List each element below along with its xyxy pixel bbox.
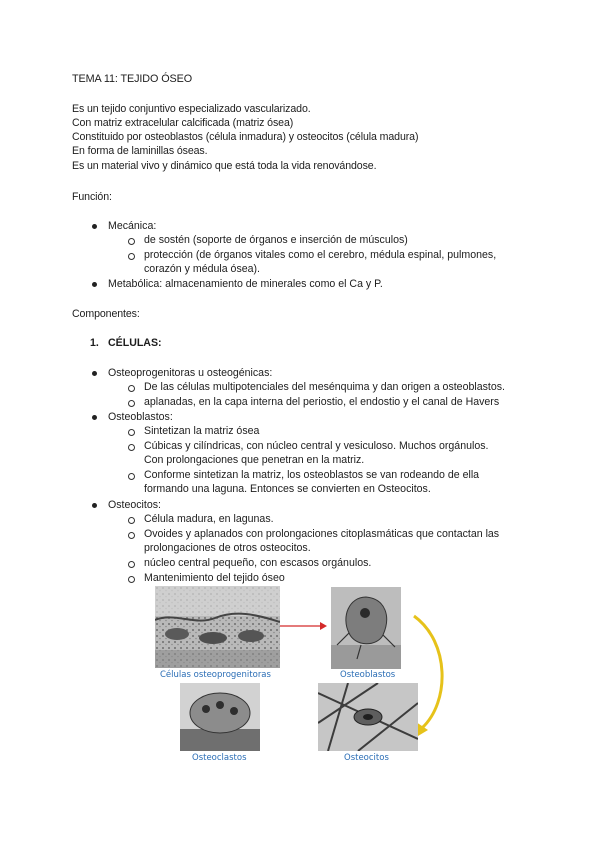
bullet-circle-icon [128, 517, 135, 524]
osteocitos-item: núcleo central pequeño, con escasos orgánulos. [144, 557, 372, 569]
metabolica-item: Metabólica: almacenamiento de minerales como el Ca y P. [108, 278, 383, 290]
osteoblastos-item: Cúbicas y cilíndricas, con núcleo central y vesiculoso. Muchos orgánulos. [144, 440, 489, 452]
osteocitos-item: Mantenimiento del tejido óseo [144, 572, 285, 584]
osteoblastos-item-cont: Con prolongaciones que penetran en la matriz. [144, 454, 365, 466]
intro-line: Es un tejido conjuntivo especializado vascularizado. [72, 103, 311, 115]
figure-caption: Osteoblastos [340, 670, 396, 680]
funcion-heading: Función: [72, 191, 112, 203]
osteoprogenitoras-label: Osteoprogenitoras u osteogénicas: [108, 367, 273, 379]
bullet-disc-icon [92, 371, 97, 376]
osteocyte-micrograph [318, 683, 418, 751]
bullet-circle-icon [128, 532, 135, 539]
bullet-circle-icon [128, 576, 135, 583]
intro-line: Con matriz extracelular calcificada (matriz ósea) [72, 117, 294, 129]
intro-line: Constituido por osteoblastos (célula inmadura) y osteocitos (célula madura) [72, 131, 419, 143]
bullet-circle-icon [128, 238, 135, 245]
bullet-disc-icon [92, 415, 97, 420]
osteoprogenitor-micrograph [155, 586, 280, 668]
section-title: CÉLULAS: [108, 337, 162, 349]
osteocitos-item: Ovoides y aplanados con prolongaciones citoplasmáticas que contactan las [144, 528, 500, 540]
intro-line: Es un material vivo y dinámico que está toda la vida renovándose. [72, 160, 377, 172]
mecanica-item: protección (de órganos vitales como el cerebro, médula espinal, pulmones, [144, 249, 497, 261]
osteoblastos-item: Conforme sintetizan la matriz, los osteoblastos se van rodeando de ella [144, 469, 480, 481]
mecanica-item: de sostén (soporte de órganos e inserción de músculos) [144, 234, 408, 246]
osteoclast-micrograph [180, 683, 260, 751]
mecanica-label: Mecánica: [108, 220, 157, 232]
bullet-disc-icon [92, 224, 97, 229]
bullet-circle-icon [128, 444, 135, 451]
red-arrow-icon [280, 620, 328, 632]
figure-caption: Osteoclastos [192, 753, 247, 763]
osteoblastos-item: Sintetizan la matriz ósea [144, 425, 260, 437]
section-number: 1. [90, 337, 99, 349]
intro-line: En forma de laminillas óseas. [72, 145, 208, 157]
osteoblastos-item-cont: formando una laguna. Entonces se convierten en Osteocitos. [144, 483, 431, 495]
mecanica-item-cont: corazón y médula ósea). [144, 263, 261, 275]
figure-caption: Células osteoprogenitoras [160, 670, 271, 680]
osteocitos-item-cont: prolongaciones de otros osteocitos. [144, 542, 311, 554]
osteocitos-item: Célula madura, en lagunas. [144, 513, 274, 525]
bullet-circle-icon [128, 429, 135, 436]
bullet-circle-icon [128, 561, 135, 568]
bullet-circle-icon [128, 253, 135, 260]
bullet-disc-icon [92, 503, 97, 508]
bullet-disc-icon [92, 282, 97, 287]
page-title: TEMA 11: TEJIDO ÓSEO [72, 73, 192, 85]
bullet-circle-icon [128, 400, 135, 407]
osteoblastos-label: Osteoblastos: [108, 411, 173, 423]
osteoprogenitoras-item: De las células multipotenciales del mesénquima y dan origen a osteoblastos. [144, 381, 505, 393]
bullet-circle-icon [128, 473, 135, 480]
bullet-circle-icon [128, 385, 135, 392]
osteocitos-label: Osteocitos: [108, 499, 161, 511]
osteoprogenitoras-item: aplanadas, en la capa interna del periostio, el endostio y el canal de Havers [144, 396, 500, 408]
figure-caption: Osteocitos [344, 753, 389, 763]
osteoblast-micrograph [331, 587, 401, 669]
componentes-heading: Componentes: [72, 308, 140, 320]
